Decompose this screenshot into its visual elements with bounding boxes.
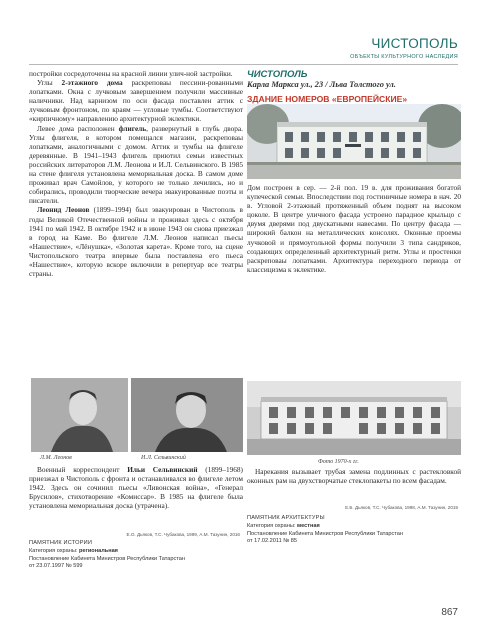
paragraph	[29, 124, 243, 206]
value: региональная	[79, 547, 118, 554]
text-run: Углы	[37, 78, 62, 88]
page-number: 867	[441, 607, 458, 618]
monument-type: ПАМЯТНИК ИСТОРИИ	[29, 540, 93, 546]
decree: Постановление Кабинета Министров Республики Татарстан	[247, 530, 403, 537]
label: Категория охраны:	[247, 522, 297, 529]
city-heading: ЧИСТОПОЛЬ	[247, 69, 308, 80]
historic-photo-image	[247, 381, 461, 455]
address-line: Карла Маркса ул., 23 / Льва Толстого ул.	[247, 80, 396, 89]
text-run: (1899–1968) приезжал в Чистополь с фронта и останавливался во флигеле летом 1942. Здесь он сочинил пьесы «Ливонская война», «Генерал Брусилов», стихотворение «Комиссар». В 1985 на флигеле была установлена мемориальная доска (утрачена).	[29, 465, 243, 511]
paragraph: Нарекания вызывает трубая замена подлинных с растекловкой оконных рам на двухстворчатые стеклопакеты по всем фасадам.	[247, 467, 461, 486]
building-photo-image	[247, 104, 461, 179]
monument-info-right	[247, 515, 461, 546]
text-run: раскреповаы пессини-рованными лопатками. Окна с лучковым завершением получили массивные наличники. Над карнизом по оси фасада поставлен аттик с лучковым фронтоном, по краям — угловые тумбы. Соответствуют «кирпичному» направлению архитектурной эклектики.	[29, 78, 243, 124]
bold-run: Ильи Сельвинский	[127, 465, 198, 474]
right-bottom-text	[247, 467, 461, 485]
text-run: , развернутый в глубь двора. Углы флигеля, в котором помещался магазин, раскреповаы лопатками, аналогичными с домом. Аттик и тумбы на флигеле деревянные. В 1941–1943 флигель приютил семьи известных российских литераторов Л.М. Леонова и И.Л. Сельвинского. В 1985 на стене флигеля установлена мемориальная доска. В самом доме проживал врач Самойлов, у которого не только лечились, но и собирались, проводили творческие вечера эвакуированные поэты и писатели.	[29, 123, 243, 206]
text-run: Военный корреспондент	[37, 465, 128, 474]
historic-photo	[247, 381, 461, 455]
text-run: Левее дома расположен	[37, 123, 119, 133]
decree: Постановление Кабинета Министров Республики Татарстан	[29, 555, 185, 562]
building-photo	[247, 104, 461, 179]
paragraph	[29, 205, 243, 278]
paragraph	[29, 465, 243, 510]
bold-run: Леонид Леонов	[37, 205, 90, 215]
portrait-selvinsky-image	[131, 378, 243, 452]
portrait-leonov	[31, 378, 128, 452]
portrait-caption-selvinsky: И.Л. Сельвинский	[141, 455, 186, 461]
header-rule	[29, 64, 458, 65]
protection-category	[247, 523, 461, 531]
decree-date: от 17.02.2011 № 85	[247, 538, 298, 545]
running-header-subtitle: ОБЪЕКТЫ КУЛЬТУРНОГО НАСЛЕДИЯ	[350, 54, 458, 60]
paragraph: Дом построен в сер. — 2-й пол. 19 в. для проживания богатой купеческой семьи. Впоследствии под гостиничные номера в нач. 20 в. Угловой 2-этажный протяженный объем поднят на высоком цоколе. В центре уличного фасада устроено парадное крыльцо с двумя дверями под двускатными навесами. По центру фасада — широкий балкон на металлических консолях. Оконные проемы лучковой и прямоугольной формы получили 3 типа сандриков, создающих определенный архитектурный ритм. Углы и простенки раскреповаы лопатками. Архитектура переходного периода от классицизма к эклектике.	[247, 183, 461, 274]
historic-photo-caption: Фото 1970-х гг.	[318, 459, 359, 465]
protection-category	[29, 548, 243, 556]
text-run: (1899–1994) был эвакуирован в Чистополь в годы Великой Отечественной войны и проживал здесь с октября 1941 по май 1942. В октябре 1942 и в июне 1943 он снова приезжал в город на Каме. Во флигеле Л.М. Леонов написал пьесы «Нашествие», «Лёнушка», «Золотая карета». Кроме того, на сцене Чистопольского театра впервые была поставлена его пьеса «Нашествие», которую вскоре включили в репертуар все театры страны.	[29, 205, 243, 279]
right-column-text	[247, 183, 461, 274]
bold-run: флигель	[118, 123, 147, 133]
author-credit-right: Е.Б. Дьяков, Т.С. Чубакова, 1998, А.М. Тазунин, 2019	[345, 505, 458, 510]
paragraph	[29, 78, 243, 123]
author-credit-left: Е.О. Дьяков, Т.С. Чубакова, 1999, А.М. Тазунин, 2016	[126, 532, 240, 537]
bold-run: 2-этажного дома	[61, 78, 123, 88]
value: местная	[297, 522, 320, 529]
running-header-title: ЧИСТОПОЛЬ	[371, 36, 458, 51]
portrait-selvinsky	[131, 378, 243, 452]
portrait-caption-leonov: Л.М. Леонов	[40, 455, 72, 461]
monument-info-left	[29, 540, 243, 571]
portrait-leonov-image	[31, 378, 128, 452]
building-name: ЗДАНИЕ НОМЕРОВ «ЕВРОПЕЙСКИЕ»	[247, 94, 408, 104]
label: Категория охраны:	[29, 547, 79, 554]
paragraph: постройки сосредоточены на красной линии улич-ной застройки.	[29, 69, 233, 78]
decree-date: от 23.07.1997 № 599	[29, 563, 83, 570]
monument-type: ПАМЯТНИК АРХИТЕКТУРЫ	[247, 515, 325, 521]
left-column-text	[29, 69, 243, 278]
left-bottom-text	[29, 465, 243, 510]
